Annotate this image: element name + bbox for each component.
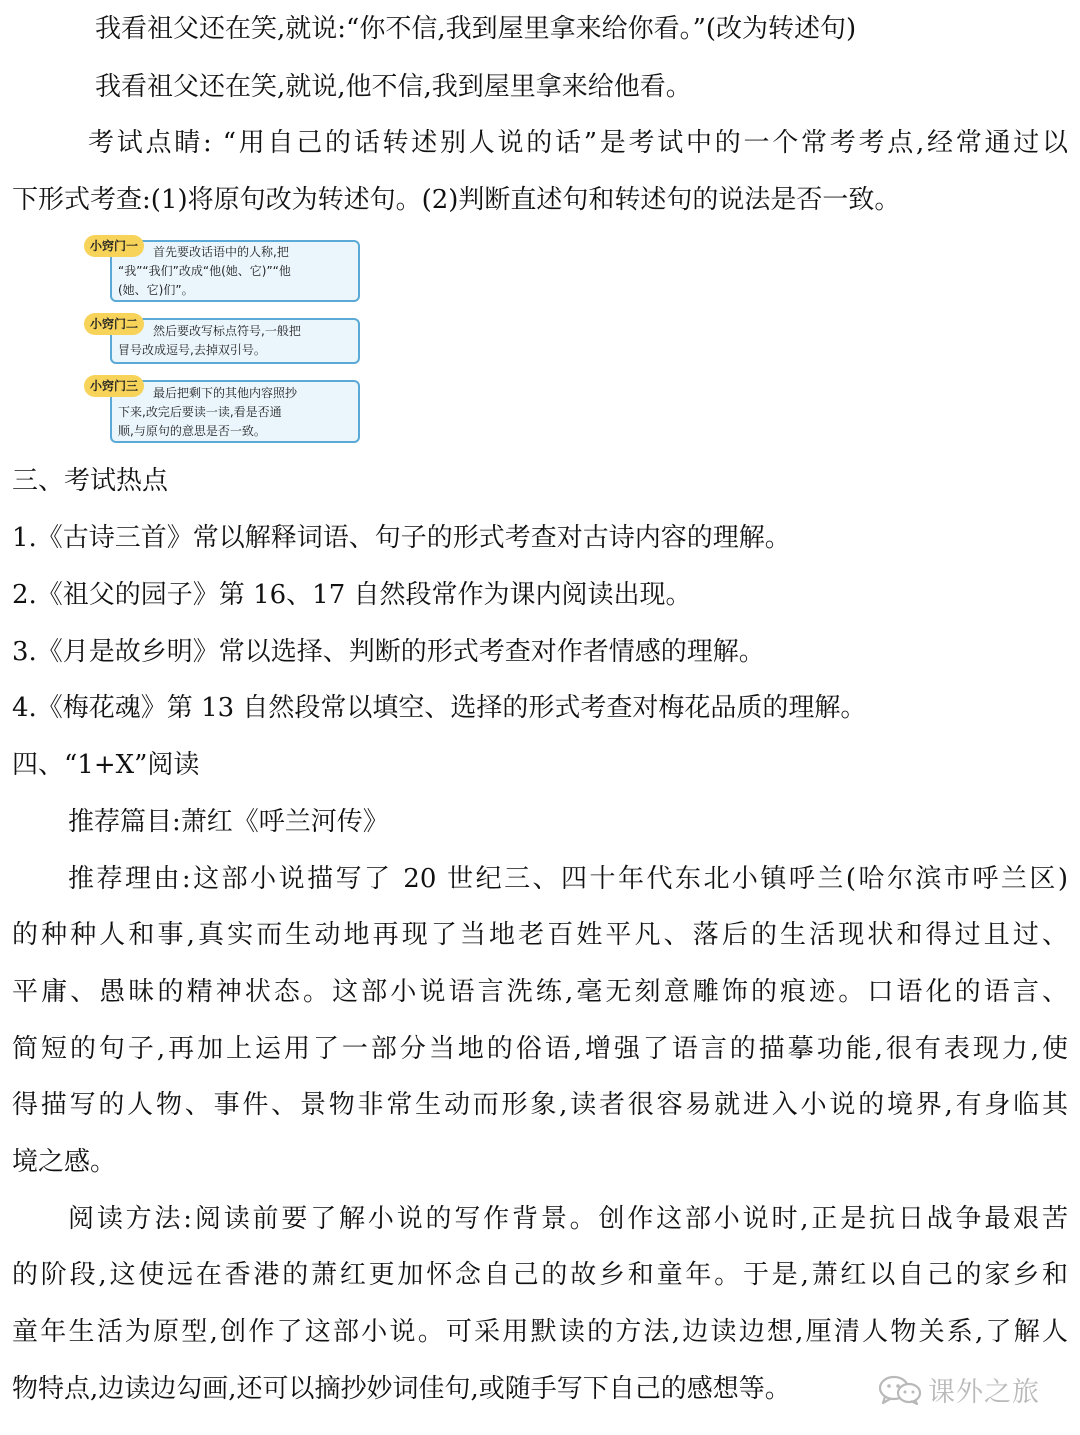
tip-text: (她、它)们”。 <box>118 283 194 297</box>
method-line: 的阶段,这使远在香港的萧红更加怀念自己的故乡和童年。于是,萧红以自己的家乡和 <box>12 1260 1068 1290</box>
hotspot-item: 3.《月是故乡明》常以选择、判断的形式考查对作者情感的理解。 <box>12 637 765 667</box>
wechat-icon <box>878 1375 922 1405</box>
reading-heading: 四、“1+X”阅读 <box>12 750 200 780</box>
tip-text: 顺,与原句的意思是否一致。 <box>118 424 266 438</box>
hotspot-item: 1.《古诗三首》常以解释词语、句子的形式考查对古诗内容的理解。 <box>12 523 791 553</box>
exam-point-line: 下形式考查:(1)将原句改为转述句。(2)判断直述句和转述句的说法是否一致。 <box>12 185 901 215</box>
tip-text: “我”“我们”改成“他(她、它)”“他 <box>118 264 291 278</box>
tip-tag: 小窍门一 <box>84 235 144 257</box>
exam-point-line: 考试点睛: “用自己的话转述别人说的话”是考试中的一个常考考点,经常通过以 <box>88 128 1068 158</box>
method-line: 阅读方法:阅读前要了解小说的写作背景。创作这部小说时,正是抗日战争最艰苦 <box>68 1204 1068 1234</box>
reason-line: 得描写的人物、事件、景物非常生动而形象,读者很容易就进入小说的境界,有身临其 <box>12 1090 1068 1120</box>
tip-text: 首先要改话语中的人称,把 <box>153 245 289 259</box>
tip-tag: 小窍门二 <box>84 313 144 335</box>
example-converted-sentence: 我看祖父还在笑,就说,他不信,我到屋里拿来给他看。 <box>95 72 692 102</box>
reason-line: 平庸、愚昧的精神状态。这部小说语言洗练,毫无刻意雕饰的痕迹。口语化的语言、 <box>12 977 1068 1007</box>
recommended-title: 推荐篇目:萧红《呼兰河传》 <box>68 807 389 837</box>
method-line: 童年生活为原型,创作了这部小说。可采用默读的方法,边读边想,厘清人物关系,了解人 <box>12 1317 1068 1347</box>
method-line: 物特点,边读边勾画,还可以摘抄妙词佳句,或随手写下自己的感想等。 <box>12 1374 791 1404</box>
reason-line: 推荐理由:这部小说描写了 20 世纪三、四十年代东北小镇呼兰(哈尔滨市呼兰区) <box>68 864 1068 894</box>
watermark <box>878 1370 1040 1409</box>
tip-text: 冒号改成逗号,去掉双引号。 <box>118 343 266 357</box>
tip-text: 下来,改完后要读一读,看是否通 <box>118 405 282 419</box>
tip-text: 最后把剩下的其他内容照抄 <box>153 386 298 400</box>
tip-text: 然后要改写标点符号,一般把 <box>153 324 301 338</box>
reason-line: 的种种人和事,真实而生动地再现了当地老百姓平凡、落后的生活现状和得过且过、 <box>12 920 1068 950</box>
hotspots-heading: 三、考试热点 <box>12 466 169 496</box>
reason-line: 境之感。 <box>12 1147 117 1177</box>
tip-tag: 小窍门三 <box>84 375 144 397</box>
reason-line: 简短的句子,再加上运用了一部分当地的俗语,增强了语言的描摹功能,很有表现力,使 <box>12 1034 1068 1064</box>
hotspot-item: 2.《祖父的园子》第 16、17 自然段常作为课内阅读出现。 <box>12 580 692 610</box>
watermark-text: 课外之旅 <box>928 1377 1040 1408</box>
example-original-sentence: 我看祖父还在笑,就说:“你不信,我到屋里拿来给你看。”(改为转述句) <box>95 14 857 44</box>
hotspot-item: 4.《梅花魂》第 13 自然段常以填空、选择的形式考查对梅花品质的理解。 <box>12 693 867 723</box>
